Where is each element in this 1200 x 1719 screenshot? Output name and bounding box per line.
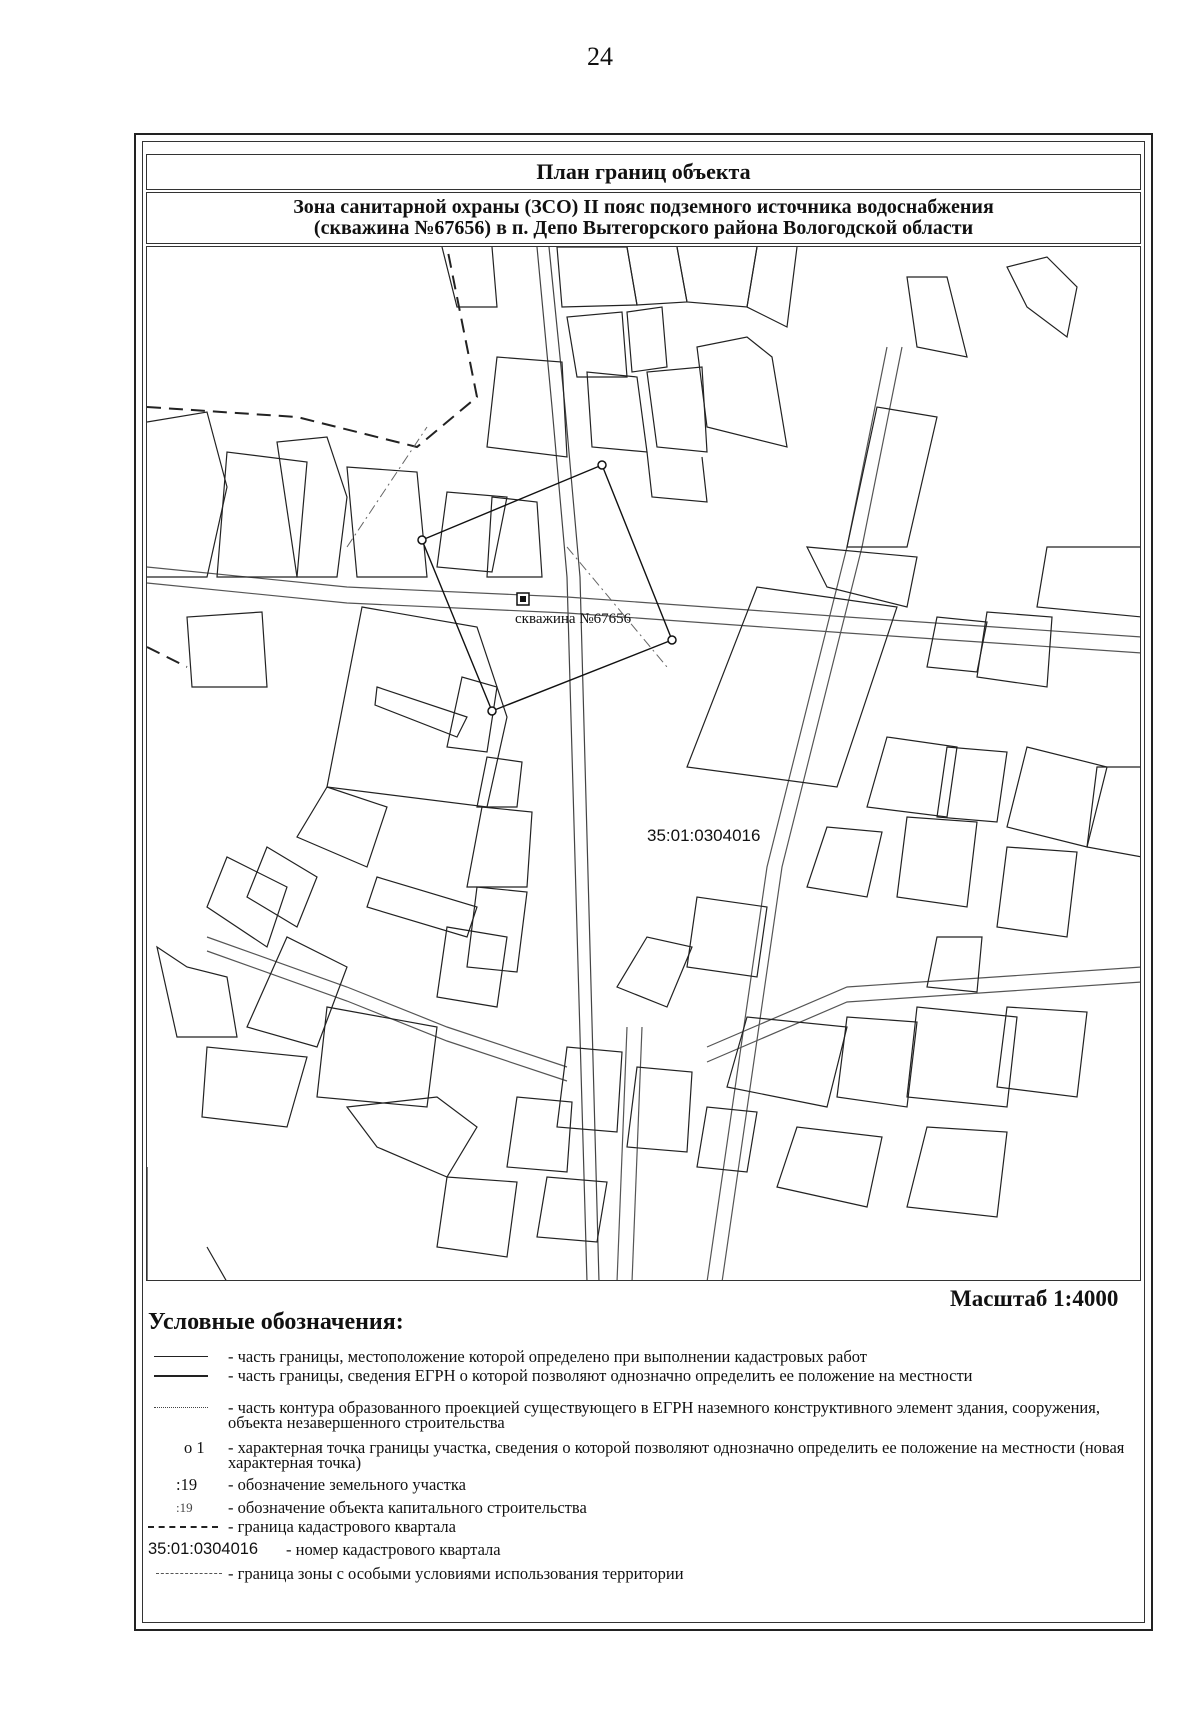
legend-symbol-quarter-number: 35:01:0304016 [148,1540,259,1558]
page-number: 24 [587,42,613,71]
legend-symbol-dash-dot-line [148,1566,228,1574]
quarter-label: 35:01:0304016 [647,826,761,845]
legend-symbol-capital-object: :19 [176,1500,193,1515]
scale-label: Масштаб 1:4000 [950,1286,1119,1311]
subtitle-line-2: (скважина №67656) в п. Депо Вытегорского района Вологодской области [313,217,974,239]
cadastral-map [146,246,1141,1281]
subtitle-line-1: Зона санитарной охраны (ЗСО) II пояс подземного источника водоснабжения [293,196,994,218]
legend-title: Условные обозначения: [148,1309,404,1335]
legend-symbol-dashed-line [148,1519,228,1528]
legend-symbol-land-plot: :19 [176,1475,198,1494]
well-label: скважина №67656 [515,611,632,627]
plan-title: План границ объекта [146,154,1141,190]
legend-symbol-dotted-line [148,1400,228,1408]
plan-subtitle [146,192,1141,244]
legend-symbol-bold-line [148,1368,228,1377]
map-drawing [147,247,1141,1281]
legend-symbol-point: o 1 [184,1438,205,1457]
legend-symbol-solid-line [148,1349,228,1357]
